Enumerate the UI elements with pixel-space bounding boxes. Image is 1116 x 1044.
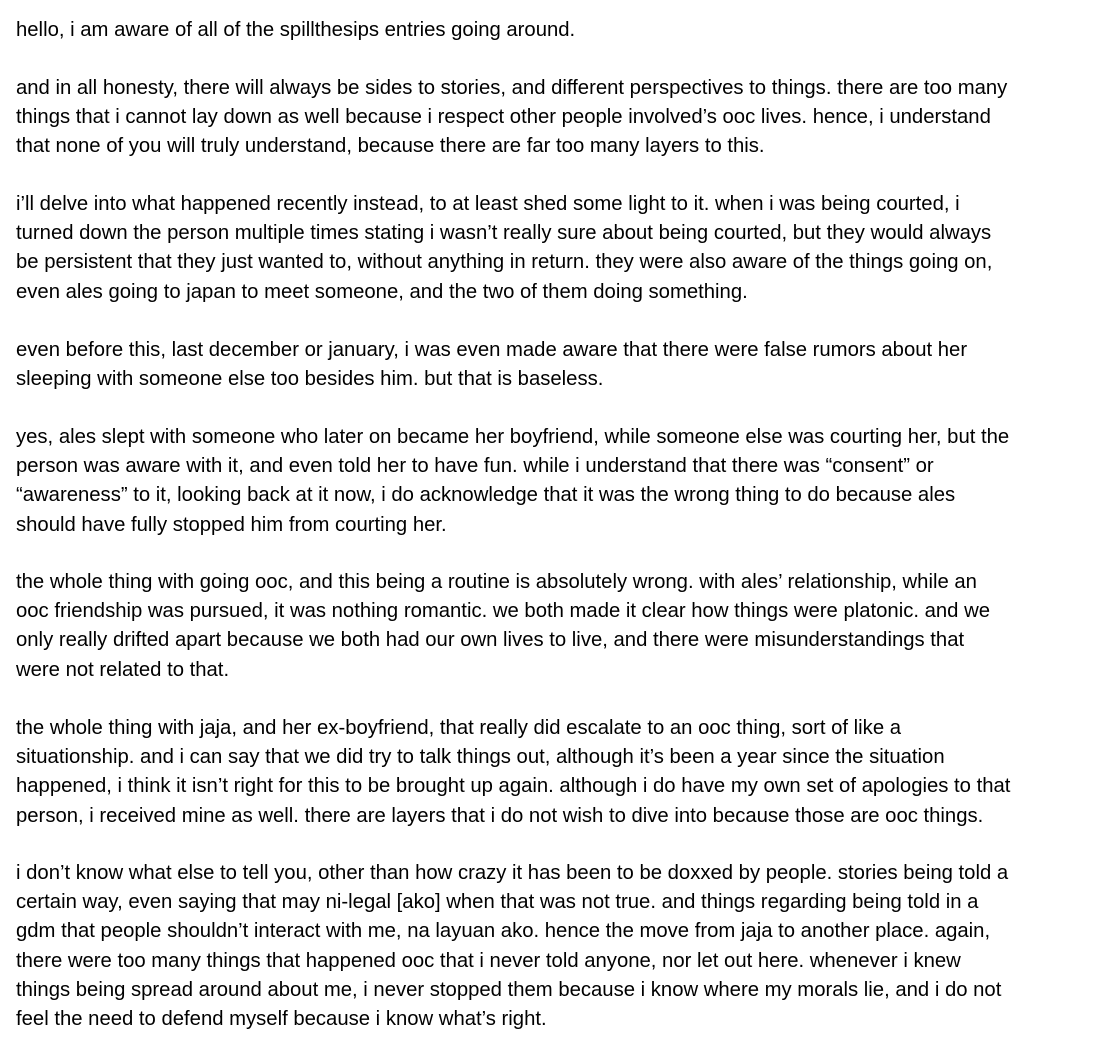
paragraph-1: hello, i am aware of all of the spillthesips entries going around. xyxy=(16,19,576,41)
paragraph-5: yes, ales slept with someone who later on became her boyfriend, while someone else was courting her, but the person was aware with it, and even told her to have fun. while i understand that there was “consent” or “awareness” to it, looking back at it now, i do acknowledge that it was the wrong thing to do because ales should have fully stopped him from courting her. xyxy=(16,426,1010,536)
paragraph-8: i don’t know what else to tell you, other than how crazy it has been to be doxxed by people. stories being told a certain way, even saying that may ni-legal [ako] when that was not true. and things regarding being told in a gdm that people shouldn’t interact with me, na layuan ako. hence the move from jaja to another place. again, there were too many things that happened ooc that i never told anyone, nor let out here. whenever i knew things being spread around about me, i never stopped them because i know where my morals lie, and i do not feel the need to defend myself because i know what’s right. xyxy=(16,862,1009,1031)
paragraph-6: the whole thing with going ooc, and this being a routine is absolutely wrong. with ales’ relationship, while an ooc friendship was pursued, it was nothing romantic. we both made it clear how things were platonic. and we only really drifted apart because we both had our own lives to live, and there were misunderstandings that were not related to that. xyxy=(16,571,991,681)
paragraph-4: even before this, last december or january, i was even made aware that there were false rumors about her sleeping with someone else too besides him. but that is baseless. xyxy=(16,339,968,391)
paragraph-2: and in all honesty, there will always be sides to stories, and different perspectives to things. there are too many things that i cannot lay down as well because i respect other people involved’s ooc lives. hence, i understand that none of you will truly understand, because there are far too many layers to this. xyxy=(16,77,1008,158)
paragraph-7: the whole thing with jaja, and her ex-boyfriend, that really did escalate to an ooc thing, sort of like a situationship. and i can say that we did try to talk things out, although it’s been a year since the situation happened, i think it isn’t right for this to be brought up again. although i do have my own set of apologies to that person, i received mine as well. there are layers that i do not wish to dive into because those are ooc things. xyxy=(16,717,1011,827)
paragraph-3: i’ll delve into what happened recently instead, to at least shed some light to it. when i was being courted, i turned down the person multiple times stating i wasn’t really sure about being courted, but they would always be persistent that they just wanted to, without anything in return. they were also aware of the things going on, even ales going to japan to meet someone, and the two of them doing something. xyxy=(16,193,993,303)
